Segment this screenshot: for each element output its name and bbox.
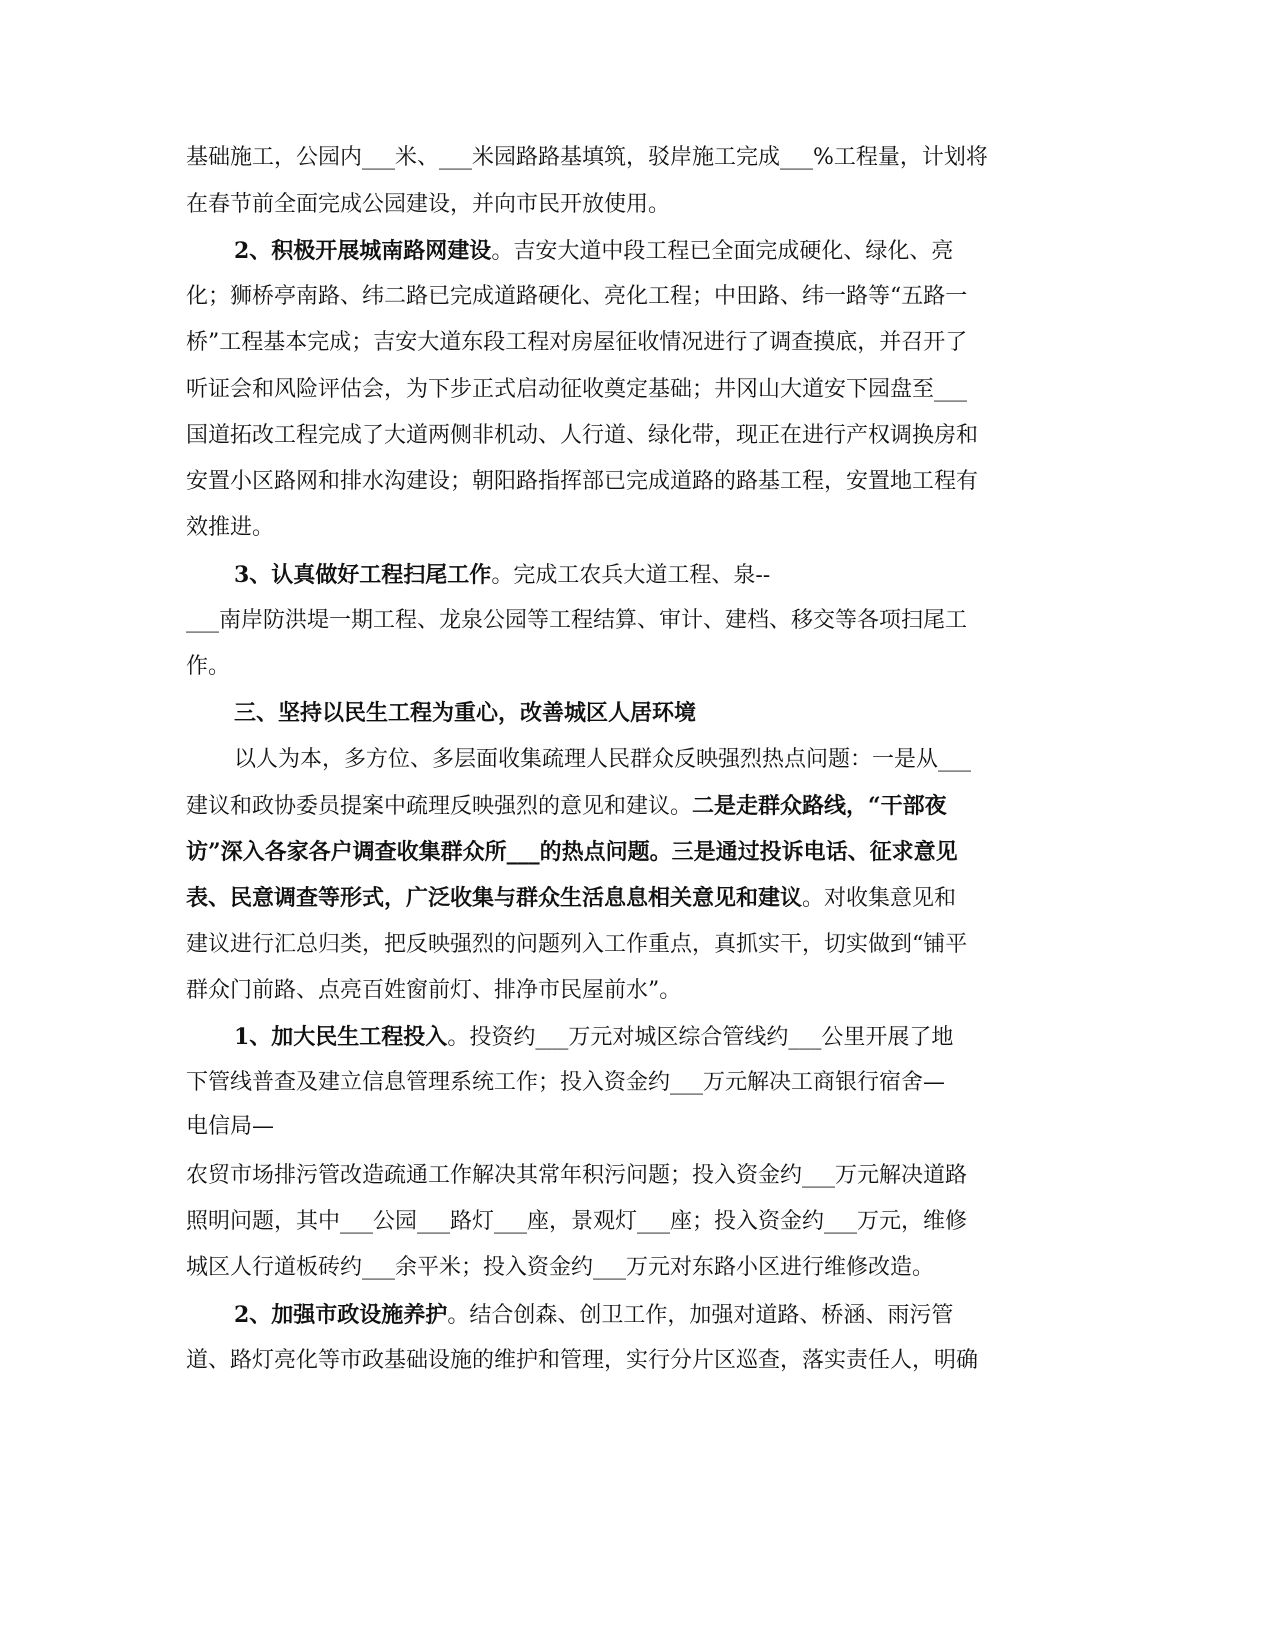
text-line: 以人为本，多方位、多层面收集疏理人民群众反映强烈热点问题：一是从___ [234, 747, 972, 772]
text-line: 电信局— [186, 1114, 275, 1139]
text-line: 效推进。 [186, 515, 275, 540]
text-line: 群众门前路、点亮百姓窗前灯、排净市民屋前水”。 [186, 978, 682, 1003]
text-line: 在春节前全面完成公园建设，并向市民开放使用。 [186, 192, 671, 217]
text-line: 表、民意调查等形式，广泛收集与群众生活息息相关意见和建议。对收集意见和 [186, 885, 957, 911]
text-line: 道、路灯亮化等市政基础设施的维护和管理，实行分片区巡查，落实责任人，明确 [186, 1348, 979, 1373]
text-line: 访”深入各家各户调查收集群众所___的热点问题。三是通过投诉电话、征求意见 [186, 839, 958, 865]
text-line: 1、加大民生工程投入。投资约___万元对城区综合管线约___公里开展了地 [234, 1024, 954, 1050]
section-heading: 1、加大民生工程投入 [234, 1024, 448, 1050]
section-heading: 3、认真做好工程扫尾工作 [234, 562, 492, 588]
text-line: 农贸市场排污管改造疏通工作解决其常年积污问题；投入资金约___万元解决道路 [186, 1163, 968, 1188]
section-heading: 2、积极开展城南路网建设 [234, 238, 492, 264]
text-line: 建议进行汇总归类，把反映强烈的问题列入工作重点，真抓实干，切实做到“铺平 [186, 932, 968, 957]
text-line: 2、加强市政设施养护。结合创森、创卫工作，加强对道路、桥涵、雨污管 [234, 1302, 954, 1328]
text-line: 化；狮桥亭南路、纬二路已完成道路硬化、亮化工程；中田路、纬一路等“五路一 [186, 284, 968, 309]
text-line: 桥”工程基本完成；吉安大道东段工程对房屋征收情况进行了调查摸底，并召开了 [186, 330, 968, 355]
text-line: 3、认真做好工程扫尾工作。完成工农兵大道工程、泉-- [234, 562, 771, 588]
text-line: 听证会和风险评估会，为下步正式启动征收奠定基础；井冈山大道安下园盘至___ [186, 377, 968, 402]
text-line [234, 698, 696, 729]
text-line: 建议和政协委员提案中疏理反映强烈的意见和建议。二是走群众路线，“干部夜 [186, 793, 947, 819]
text-line: 下管线普查及建立信息管理系统工作；投入资金约___万元解决工商银行宿舍— [186, 1070, 946, 1095]
text-line: 作。 [186, 654, 231, 679]
text-line: 2、积极开展城南路网建设。吉安大道中段工程已全面完成硬化、绿化、亮 [234, 238, 954, 264]
text-line: 照明问题，其中___公园___路灯___座，景观灯___座；投入资金约___万元，维修 [186, 1209, 968, 1234]
text-line: 国道拓改工程完成了大道两侧非机动、人行道、绿化带，现正在进行产权调换房和 [186, 423, 979, 448]
text-line: 基础施工，公园内___米、___米园路路基填筑，驳岸施工完成___%工程量，计划将 [186, 145, 988, 170]
text-line: ___南岸防洪堤一期工程、龙泉公园等工程结算、审计、建档、移交等各项扫尾工 [186, 608, 968, 633]
section-heading: 2、加强市政设施养护 [234, 1302, 448, 1328]
text-line: 城区人行道板砖约___余平米；投入资金约___万元对东路小区进行维修改造。 [186, 1255, 935, 1280]
chapter-heading: 三、坚持以民生工程为重心，改善城区人居环境 [234, 700, 697, 726]
text-line: 安置小区路网和排水沟建设；朝阳路指挥部已完成道路的路基工程，安置地工程有 [186, 469, 979, 494]
